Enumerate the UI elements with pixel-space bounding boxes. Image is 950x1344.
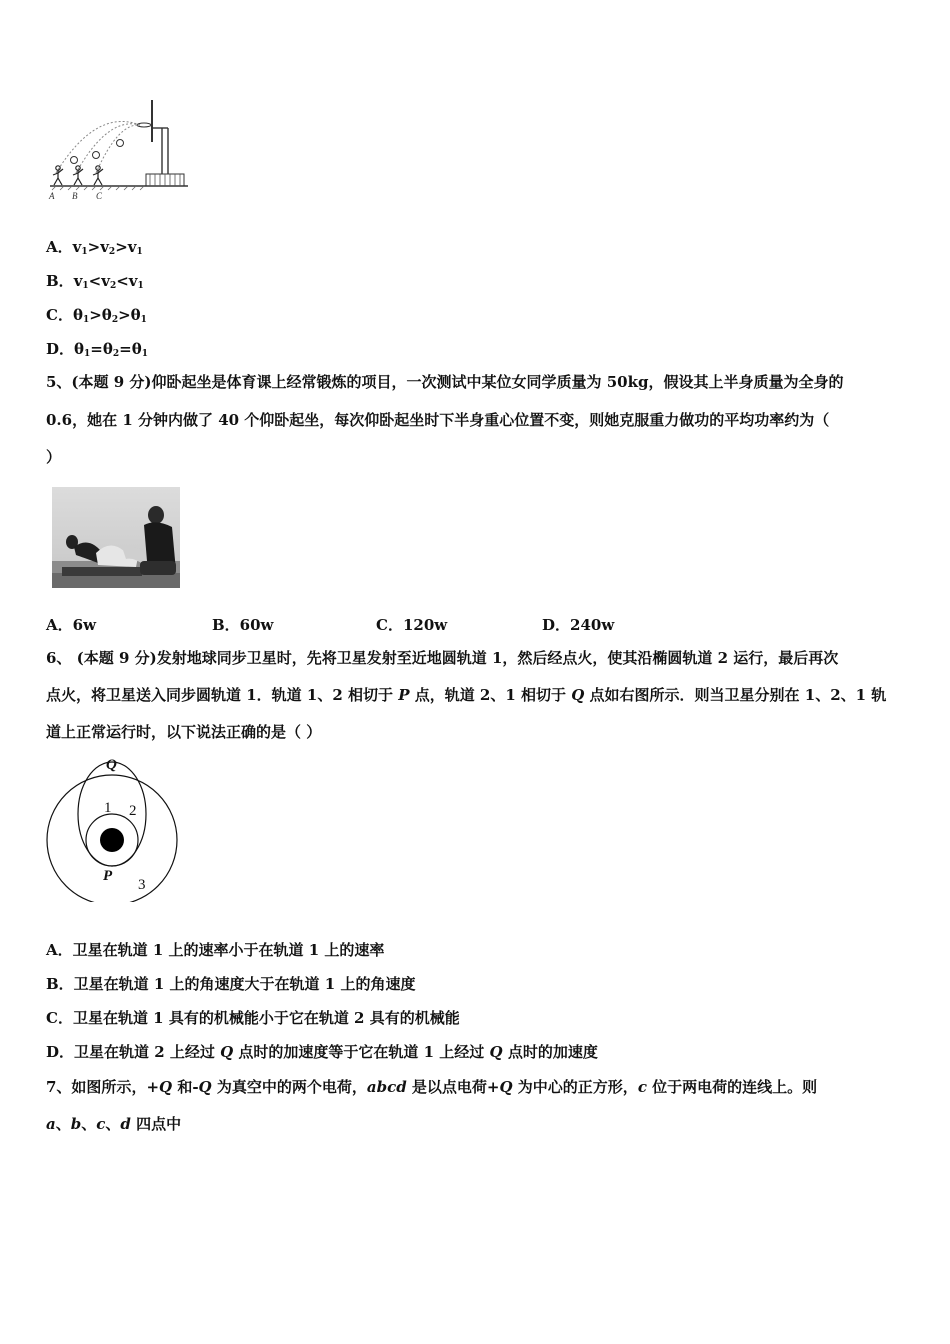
figure-label-a: A (49, 191, 55, 201)
q6-option-b: B．卫星在轨道 1 上的角速度大于在轨道 1 上的角速度 (46, 975, 416, 993)
q5-stem-line-2: 0.6，她在 1 分钟内做了 40 个仰卧起坐，每次仰卧起坐时下半身重心位置不变，则她克服重力做功的平均功率约为（ (46, 411, 830, 429)
orbit-diagram (44, 752, 184, 902)
figure-label-c: C (96, 191, 103, 201)
q5-stem-line-1: 5、(本题 9 分)仰卧起坐是体育课上经常锻炼的项目，一次测试中某位女同学质量为 50kg，假设其上半身质量为全身的 (46, 373, 844, 391)
q6-stem-line-1: 6、 (本题 9 分)发射地球同步卫星时，先将卫星发射至近地圆轨道 1，然后经点火，使其沿椭圆轨道 2 运行，最后再次 (46, 649, 839, 667)
q6-stem-line-3: 道上正常运行时，以下说法正确的是（ ） (46, 723, 322, 741)
q5-option-d: D．240w (542, 616, 615, 634)
q6-option-a: A．卫星在轨道 1 上的速率小于在轨道 1 上的速率 (46, 941, 385, 959)
orbit-2-label: 2 (129, 803, 137, 819)
q4-option-b: B．$v_1<v_2<v_1$ (46, 272, 144, 291)
q4-option-d: D．$\theta_1=\theta_2=\theta_1$ (46, 340, 148, 359)
situp-photo (52, 487, 180, 588)
orbit-3-label: 3 (138, 877, 146, 893)
q5-stem-line-3: ） (46, 448, 62, 466)
q7-stem-line-1: 7、如图所示，+Q 和-Q 为真空中的两个电荷，abcd 是以点电荷+Q 为中心的正方形，c 位于两电荷的连线上。则 (46, 1078, 818, 1096)
figure-label-b: B (72, 191, 78, 201)
basketball-figure (46, 98, 194, 204)
q6-option-c: C．卫星在轨道 1 具有的机械能小于它在轨道 2 具有的机械能 (46, 1009, 460, 1027)
q6-option-d: D．卫星在轨道 2 上经过 Q 点时的加速度等于它在轨道 1 上经过 Q 点时的加速度 (46, 1043, 598, 1061)
q5-option-b: B．60w (212, 616, 274, 634)
q5-option-a: A．6w (46, 616, 96, 634)
q6-stem-line-2: 点火，将卫星送入同步圆轨道 1．轨道 1、2 相切于 P 点，轨道 2、1 相切于 Q 点如右图所示．则当卫星分别在 1、2、1 轨 (46, 686, 887, 704)
point-p-label: P (103, 868, 113, 884)
q7-stem-line-2: a、b、c、d 四点中 (46, 1115, 182, 1133)
q5-option-c: C．120w (376, 616, 448, 634)
q4-option-a: A．$v_1>v_2>v_1$ (46, 238, 143, 257)
point-q-label: Q (106, 757, 117, 773)
orbit-1-label: 1 (104, 800, 112, 816)
q4-option-c: C．$\theta_1>\theta_2>\theta_1$ (46, 306, 147, 325)
